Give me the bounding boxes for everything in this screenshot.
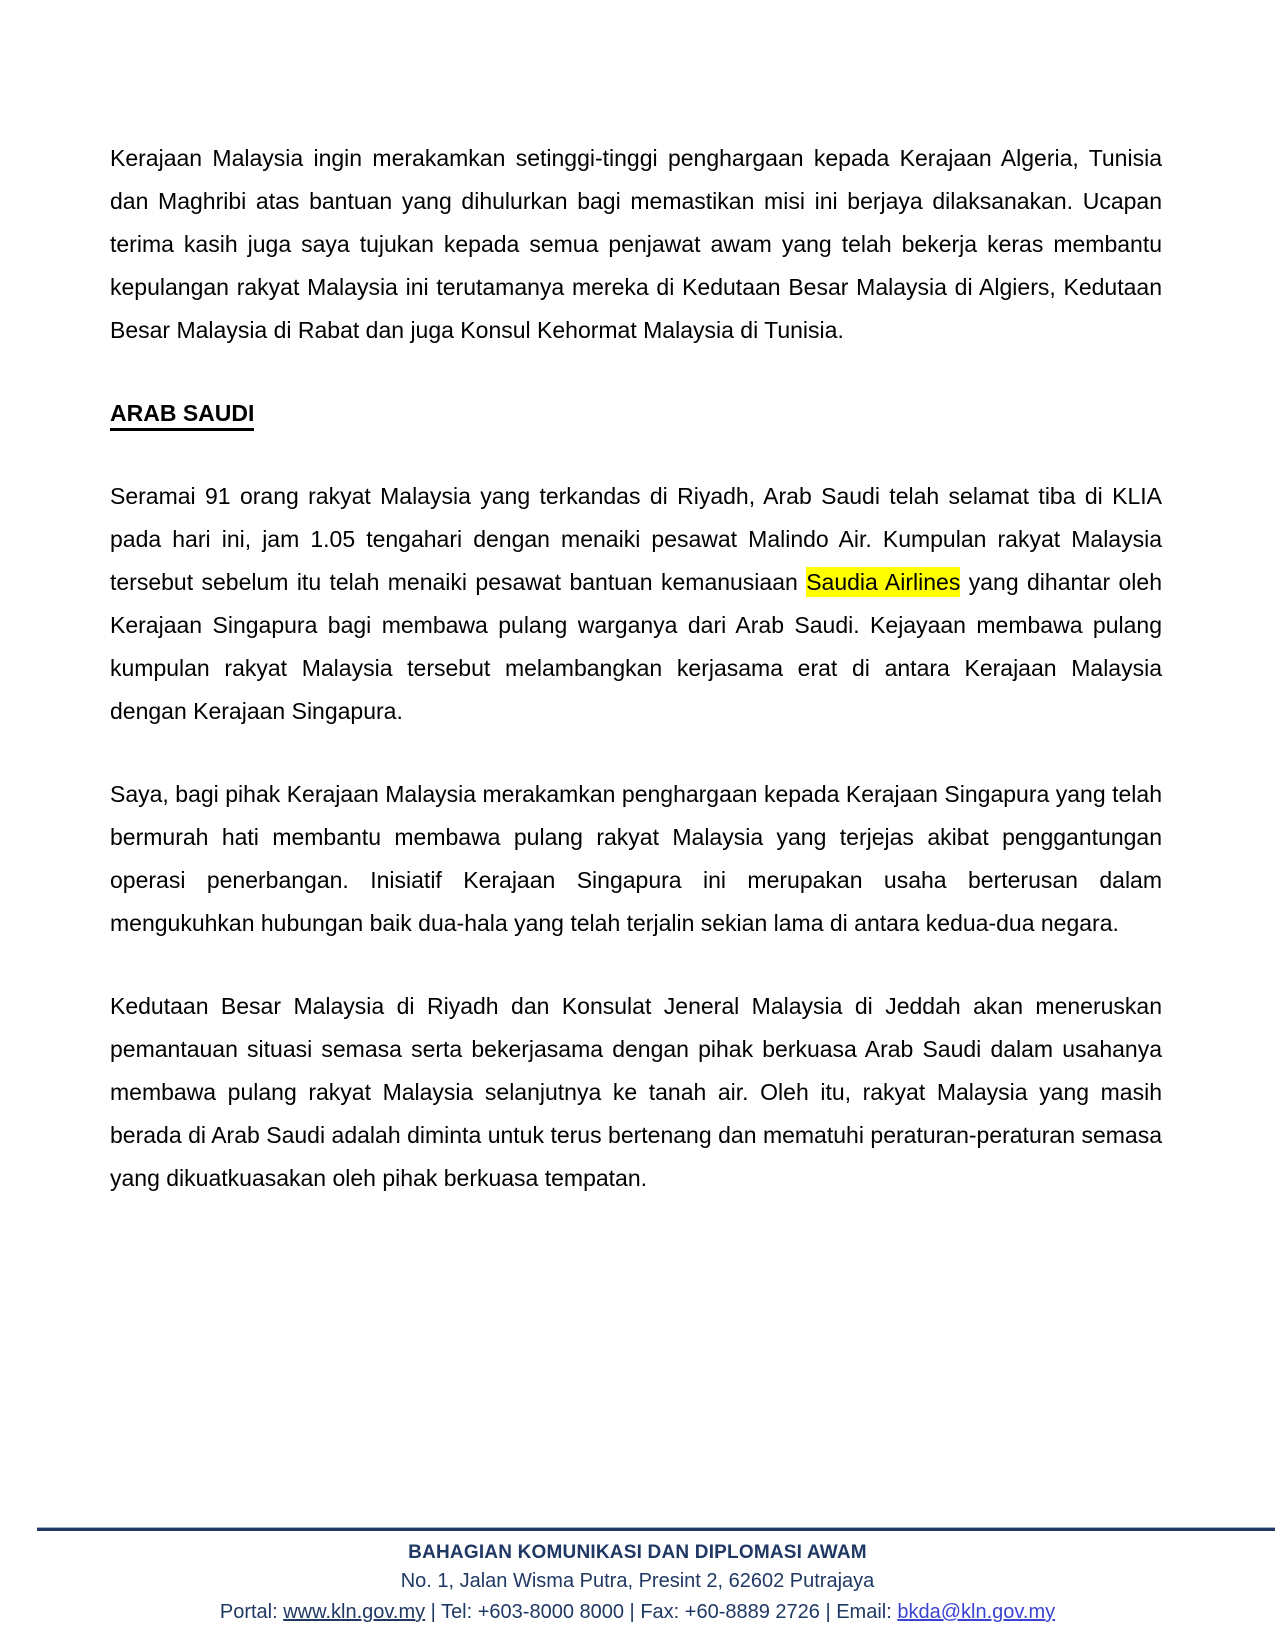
footer-divider-line: [37, 1527, 1275, 1531]
portal-label: Portal:: [219, 1601, 284, 1623]
portal-link[interactable]: www.kln.gov.my: [283, 1601, 426, 1623]
section-heading-arab-saudi: [110, 392, 1162, 435]
separator-3: |: [819, 1601, 837, 1623]
footer-address: No. 1, Jalan Wisma Putra, Presint 2, 62602 Putrajaya: [400, 1570, 875, 1592]
fax-text: Fax: +60-8889 2726: [640, 1601, 820, 1623]
email-link[interactable]: bkda@kln.gov.my: [897, 1601, 1056, 1623]
paragraph-riyadh-return-after-highlight: yang dihantar oleh Kerajaan Singapura bagi membawa pulang warganya dari Arab Saudi. Kejayaan membawa pulang kumpulan rakyat Malaysia tersebut melambangkan kerjasama erat di antara Kerajaan Malaysia dengan Kerajaan Singapura.: [110, 569, 1162, 724]
paragraph-embassy-monitoring: Kedutaan Besar Malaysia di Riyadh dan Konsulat Jeneral Malaysia di Jeddah akan meneruskan pemantauan situasi semasa serta bekerjasama dengan pihak berkuasa Arab Saudi dalam usahanya membawa pulang rakyat Malaysia selanjutnya ke tanah air. Oleh itu, rakyat Malaysia yang masih berada di Arab Saudi adalah diminta untuk terus bertenang dan mematuhi peraturan-peraturan semasa yang dikuatkuasakan oleh pihak berkuasa tempatan.: [110, 993, 1162, 1191]
paragraph-appreciation-north-africa: Kerajaan Malaysia ingin merakamkan setinggi-tinggi penghargaan kepada Kerajaan Algeria, Tunisia dan Maghribi atas bantuan yang dihulurkan bagi memastikan misi ini berjaya dilaksanakan. Ucapan terima kasih juga saya tujukan kepada semua penjawat awam yang telah bekerja keras membantu kepulangan rakyat Malaysia ini terutamanya mereka di Kedutaan Besar Malaysia di Algiers, Kedutaan Besar Malaysia di Rabat dan juga Konsul Kehormat Malaysia di Tunisia.: [110, 145, 1162, 343]
highlighted-airline-name: Saudia Airlines: [806, 569, 961, 595]
tel-text: Tel: +603-8000 8000: [441, 1601, 624, 1623]
section-heading-text: ARAB SAUDI: [110, 399, 254, 431]
footer-department-name: BAHAGIAN KOMUNIKASI DAN DIPLOMASI AWAM: [408, 1542, 867, 1563]
separator-2: |: [624, 1601, 641, 1623]
paragraph-riyadh-return: [110, 475, 1162, 733]
footer-contact-line: [0, 1599, 1275, 1626]
email-label: Email:: [836, 1601, 898, 1623]
document-body: [110, 137, 1162, 1240]
paragraph-riyadh-return-before-highlight: Seramai 91 orang rakyat Malaysia yang terkandas di Riyadh, Arab Saudi telah selamat tiba di KLIA pada hari ini, jam 1.05 tengahari dengan menaiki pesawat Malindo Air. Kumpulan rakyat Malaysia tersebut sebelum itu telah menaiki pesawat bantuan kemanusiaan: [110, 483, 1162, 595]
paragraph-singapore-appreciation: Saya, bagi pihak Kerajaan Malaysia merakamkan penghargaan kepada Kerajaan Singapura yang telah bermurah hati membantu membawa pulang rakyat Malaysia yang terjejas akibat penggantungan operasi penerbangan. Inisiatif Kerajaan Singapura ini merupakan usaha berterusan dalam mengukuhkan hubungan baik dua-hala yang telah terjalin sekian lama di antara kedua-dua negara.: [110, 781, 1162, 936]
separator-1: |: [425, 1601, 442, 1623]
